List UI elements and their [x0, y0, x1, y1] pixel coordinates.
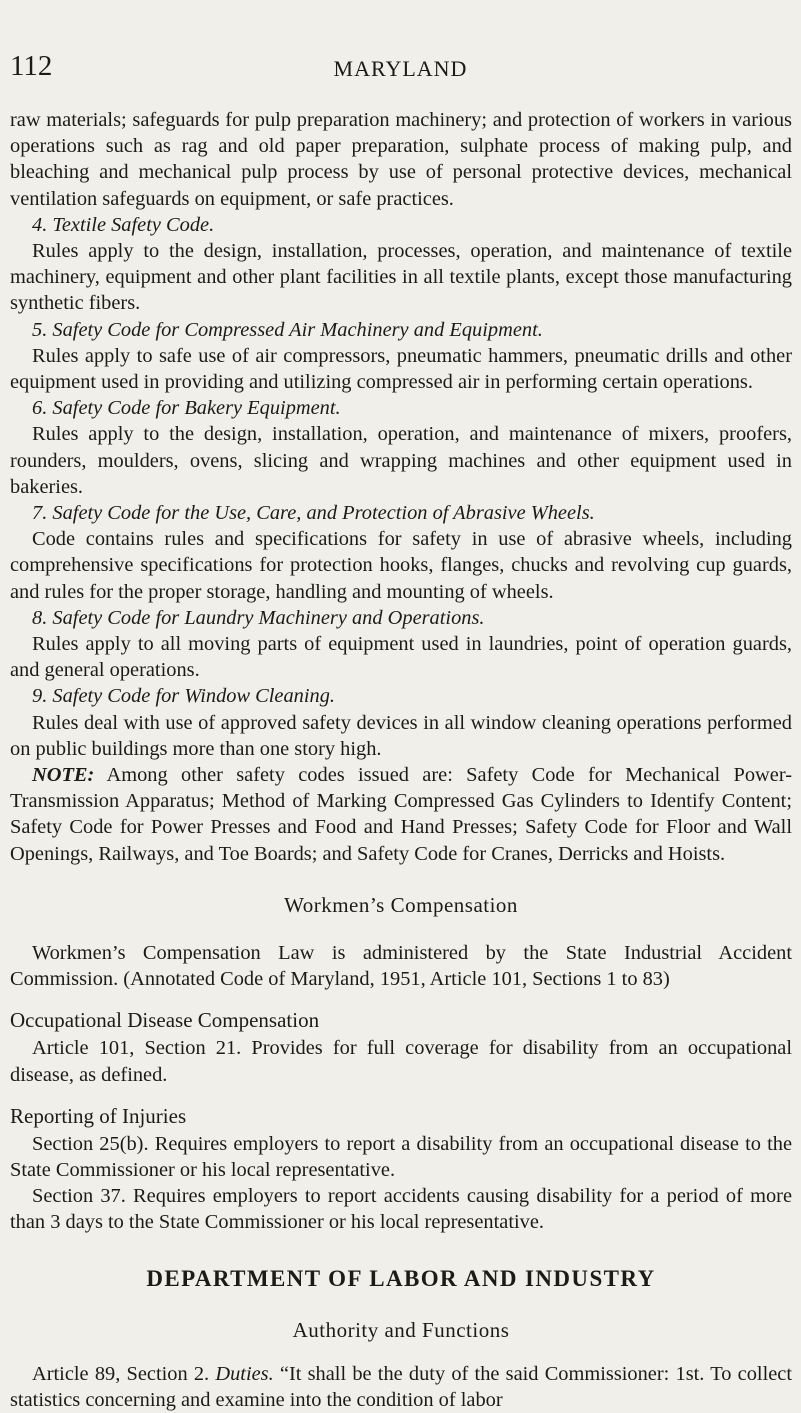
reporting-section-25b: Section 25(b). Requires employers to report a disability from an occupational disease to the State Commissioner or his local representative.	[10, 1132, 792, 1181]
duties-text: “It shall be the duty of the said Commissioner: 1st. To collect statistics concerning and examine into the condition of labor	[10, 1362, 793, 1411]
code-item-body: Rules deal with use of approved safety devices in all window cleaning operations performed on public buildings more than one story high.	[10, 711, 792, 760]
workmens-comp-intro: Workmen’s Compensation Law is administered by the State Industrial Accident Commission. (Annotated Code of Maryland, 1951, Article 101, Sections 1 to 83)	[10, 941, 792, 991]
occupational-disease-heading: Occupational Disease Compensation	[10, 1008, 320, 1033]
code-item-title: 7. Safety Code for the Use, Care, and Protection of Abrasive Wheels.	[32, 502, 595, 525]
note-label: NOTE:	[32, 764, 95, 787]
page-header	[10, 50, 791, 90]
workmens-comp-heading: Workmen’s Compensation	[284, 892, 518, 917]
note-paragraph	[10, 762, 792, 867]
code-item-body: Rules apply to safe use of air compressors, pneumatic hammers, pneumatic drills and other equipment used in providing and utilizing compressed air in performing certain operations.	[10, 344, 792, 394]
code-item-body: Rules apply to all moving parts of equipment used in laundries, point of operation guards, and general operations.	[10, 633, 792, 682]
page-body	[10, 107, 792, 1413]
reporting-section-37: Section 37. Requires employers to report accidents causing disability for a period of more than 3 days to the State Commissioner or his local representative.	[10, 1185, 792, 1234]
running-head: MARYLAND	[333, 56, 468, 81]
code-item-title: 6. Safety Code for Bakery Equipment.	[32, 397, 341, 420]
duties-label: Duties.	[215, 1362, 274, 1385]
duties-prefix: Article 89, Section 2.	[32, 1362, 216, 1385]
code-item-title: 4. Textile Safety Code.	[32, 213, 215, 236]
authority-functions-heading: Authority and Functions	[292, 1317, 510, 1342]
code-item-body: Rules apply to the design, installation, processes, operation, and maintenance of textile machinery, equipment and other plant facilities in all textile plants, except those manufacturing synthetic fibers.	[10, 240, 792, 315]
reporting-injuries-heading: Reporting of Injuries	[10, 1103, 187, 1128]
code-item-title: 5. Safety Code for Compressed Air Machinery and Equipment.	[32, 318, 543, 341]
code-item-title: 9. Safety Code for Window Cleaning.	[32, 685, 336, 708]
safety-codes-intro: raw materials; safeguards for pulp preparation machinery; and protection of workers in various operations such as rag and old paper preparation, sulphate process of making pulp, and bleaching and mechanical pulp process by use of personal protective devices, mechanical ventilation safeguards on equipment, or safe practices.	[10, 109, 792, 210]
code-item-body: Code contains rules and specifications for safety in use of abrasive wheels, including comprehensive specifications for protection hooks, flanges, chucks and revolving cup guards, and rules for the proper storage, handling and mounting of wheels.	[10, 528, 792, 603]
code-item-title: 8. Safety Code for Laundry Machinery and Operations.	[32, 606, 485, 629]
duties-paragraph	[10, 1361, 792, 1413]
code-item-body: Rules apply to the design, installation, operation, and maintenance of mixers, proofers, rounders, moulders, ovens, slicing and wrapping machines and other equipment used in bakeries.	[10, 423, 792, 498]
page-number: 112	[10, 50, 53, 82]
department-heading: DEPARTMENT OF LABOR AND INDUSTRY	[146, 1265, 656, 1291]
note-text: Among other safety codes issued are: Safety Code for Mechanical Power-Transmission Apparatus; Method of Marking Compressed Gas Cylinders to Identify Content; Safety Code for Power Presses and Food and Hand Presses; Safety Code for Floor and Wall Openings, Railways, and Toe Boards; and Safety Code for Cranes, Derricks and Hoists.	[10, 764, 792, 865]
occupational-disease-body: Article 101, Section 21. Provides for full coverage for disability from an occupational disease, as defined.	[10, 1037, 792, 1086]
